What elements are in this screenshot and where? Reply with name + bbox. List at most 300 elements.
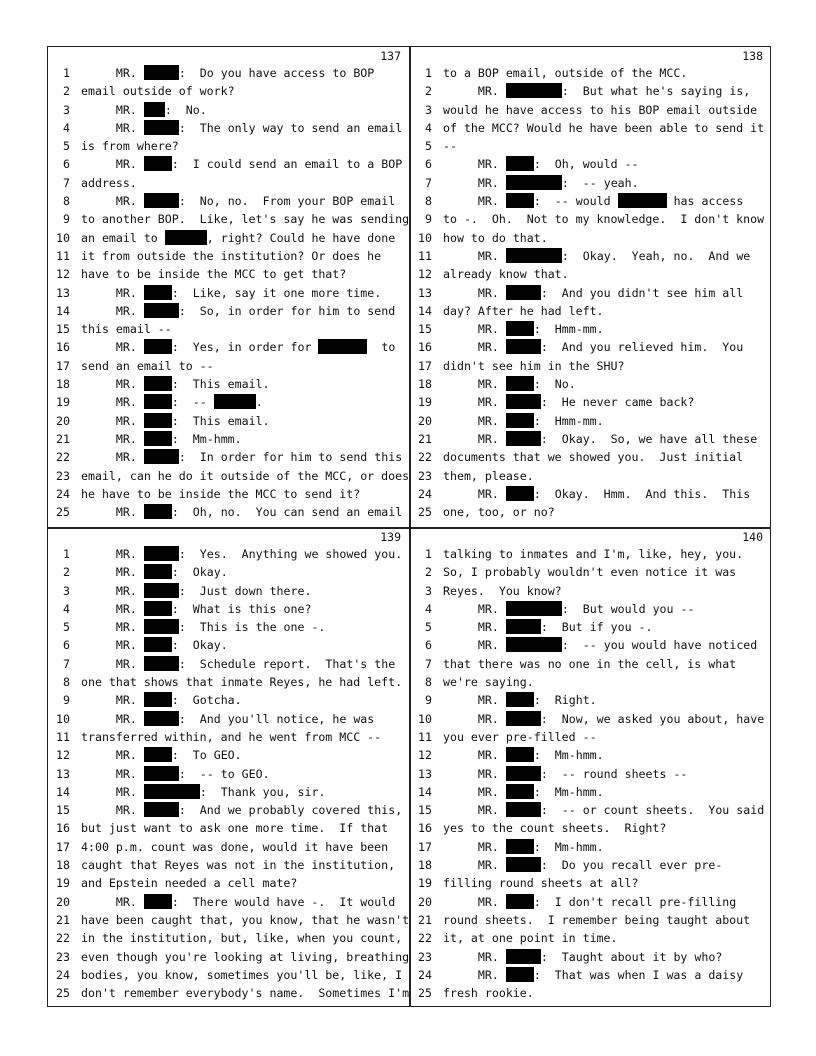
line-text-segment: MR.	[443, 395, 506, 410]
line-text-segment: round sheets. I remember being taught about	[443, 912, 751, 927]
redaction-box	[506, 156, 534, 171]
transcript-line	[410, 393, 771, 411]
transcript-line	[410, 302, 771, 320]
transcript-line	[410, 545, 771, 563]
line-text-segment: MR.	[81, 340, 144, 355]
line-text-segment: of the MCC? Would he have been able to send it	[443, 120, 765, 135]
line-text-segment: MR.	[81, 505, 144, 520]
line-text-segment: : There would have -. It would	[171, 894, 396, 909]
transcript-line	[48, 636, 409, 654]
line-text-segment: MR.	[81, 894, 144, 909]
line-text-segment: MR.	[81, 395, 144, 410]
redaction-box	[144, 394, 172, 409]
line-text-segment: MR.	[443, 766, 506, 781]
transcript-line	[48, 783, 409, 801]
transcript-line	[48, 984, 409, 1002]
line-text-segment: : Oh, no. You can send an email	[171, 505, 403, 520]
transcript-line	[410, 655, 771, 673]
line-text	[81, 302, 395, 320]
line-number: 6	[425, 638, 432, 653]
line-number: 15	[56, 322, 70, 337]
transcript-line	[410, 430, 771, 448]
line-text-segment: : And you relieved him. You	[540, 340, 744, 355]
line-text-segment: MR.	[443, 638, 506, 653]
transcript-line	[48, 265, 409, 283]
transcript-line	[48, 247, 409, 265]
line-number: 21	[418, 912, 432, 927]
line-text-segment: have been caught that, you know, that he wasn't	[81, 912, 409, 927]
line-number: 4	[425, 120, 432, 135]
transcript-line	[410, 137, 771, 155]
line-text-segment: talking to inmates and I'm, like, hey, you.	[443, 547, 744, 561]
line-number: 22	[56, 450, 70, 465]
line-number: 5	[63, 620, 70, 635]
transcript-line	[48, 801, 409, 819]
line-text-segment: one, too, or no?	[443, 505, 555, 520]
line-number: 7	[425, 656, 432, 671]
line-text	[81, 746, 242, 764]
transcript-page	[48, 47, 409, 527]
line-text	[443, 485, 750, 503]
line-number: 22	[56, 931, 70, 946]
line-text-segment: : Okay. So, we have all these	[540, 431, 758, 446]
transcript-line	[48, 192, 409, 210]
transcript-line	[410, 192, 771, 210]
line-text-segment: MR.	[443, 967, 506, 982]
transcript-line	[410, 710, 771, 728]
line-text	[81, 582, 311, 600]
line-text-segment: how to do that.	[443, 230, 548, 245]
line-text-segment: fresh rookie.	[443, 986, 534, 1001]
line-text	[81, 728, 381, 746]
line-text	[81, 357, 214, 375]
line-text	[81, 174, 137, 192]
line-text-segment: .	[255, 395, 263, 410]
line-text-segment: : Thank you, sir.	[199, 784, 326, 799]
line-text-segment: : Now, we asked you about, have	[540, 711, 765, 726]
line-text-segment: it from outside the institution? Or does he	[81, 248, 382, 263]
line-text-segment: : No.	[164, 102, 207, 117]
line-text-segment: MR.	[443, 949, 506, 964]
transcript-line	[410, 229, 771, 247]
line-text-segment: MR.	[443, 285, 506, 300]
line-text	[443, 467, 534, 485]
line-text-segment: MR.	[81, 620, 144, 635]
transcript-line	[48, 302, 409, 320]
line-text-segment: MR.	[81, 450, 144, 465]
transcript-page	[48, 528, 409, 1008]
line-text-segment: have to be inside the MCC to get that?	[81, 267, 347, 282]
line-text-segment: day? After he had left.	[443, 303, 604, 318]
redaction-box	[506, 339, 541, 354]
line-text-segment: don't remember everybody's name. Sometimes I'm	[81, 986, 409, 1001]
line-text-segment: : That was when I was a daisy	[533, 967, 744, 982]
line-number: 22	[418, 450, 432, 465]
line-number: 14	[56, 303, 70, 318]
transcript-page	[410, 47, 771, 527]
transcript-line	[410, 673, 771, 691]
line-text-segment: : Schedule report. That's the	[178, 656, 396, 671]
line-number: 10	[56, 711, 70, 726]
line-text	[81, 691, 242, 709]
transcript-line	[48, 856, 409, 874]
transcript-line	[48, 174, 409, 192]
line-number: 24	[418, 486, 432, 501]
line-text	[443, 874, 638, 892]
redaction-box	[144, 65, 179, 80]
transcript-line	[48, 582, 409, 600]
redaction-box	[144, 376, 172, 391]
line-text	[443, 819, 666, 837]
transcript-line	[48, 929, 409, 947]
line-number: 19	[418, 876, 432, 891]
line-text	[443, 801, 764, 819]
line-text-segment: MR.	[81, 565, 144, 580]
line-number: 17	[418, 839, 432, 854]
redaction-box	[214, 394, 256, 409]
line-text-segment: : This email.	[171, 377, 270, 392]
line-text	[443, 911, 750, 929]
line-text	[443, 357, 624, 375]
line-text-segment: : Mm-hmm.	[533, 748, 604, 763]
line-text-segment: MR.	[81, 377, 144, 392]
line-text	[443, 655, 736, 673]
line-text-segment: : But what he's saying is,	[561, 84, 751, 99]
line-number: 3	[63, 102, 70, 117]
line-text	[81, 393, 263, 411]
line-text-segment: MR.	[81, 157, 144, 172]
line-number: 8	[425, 194, 432, 209]
line-text-segment: them, please.	[443, 468, 534, 483]
redaction-box	[144, 894, 172, 909]
line-text	[81, 375, 270, 393]
line-text-segment: : Hmm-mm.	[533, 413, 604, 428]
transcript-line	[410, 247, 771, 265]
line-number: 20	[56, 413, 70, 428]
line-text	[443, 691, 597, 709]
transcript-line	[410, 582, 771, 600]
line-number: 25	[418, 986, 432, 1001]
transcript-line	[410, 467, 771, 485]
line-text-segment: to another BOP. Like, let's say he was sending	[81, 212, 409, 227]
line-text	[443, 673, 534, 691]
page-lines	[48, 64, 409, 521]
transcript-line	[410, 412, 771, 430]
line-text	[81, 101, 207, 119]
line-text	[443, 284, 743, 302]
transcript-line	[48, 819, 409, 837]
line-text-segment: , right? Could he have done	[206, 230, 396, 245]
page-lines	[48, 545, 409, 1002]
line-number: 12	[418, 267, 432, 282]
redaction-box	[144, 747, 172, 762]
line-text-segment: : Yes. Anything we showed you.	[178, 547, 403, 561]
line-text	[443, 783, 604, 801]
redaction-box	[144, 802, 179, 817]
line-number: 17	[56, 358, 70, 373]
page-lines	[410, 545, 771, 1002]
redaction-box	[506, 285, 541, 300]
redaction-box	[506, 83, 562, 98]
line-text-segment: one that shows that inmate Reyes, he had left.	[81, 675, 403, 690]
line-number: 8	[63, 675, 70, 690]
line-text	[81, 320, 172, 338]
line-number: 3	[425, 102, 432, 117]
page-lines	[410, 64, 771, 521]
line-text	[81, 485, 360, 503]
line-text-segment: : -- you would have noticed	[561, 638, 758, 653]
transcript-line	[48, 746, 409, 764]
transcript-line	[410, 338, 771, 356]
line-number: 25	[56, 505, 70, 520]
transcript-line	[48, 448, 409, 466]
line-number: 5	[425, 620, 432, 635]
line-text	[443, 728, 597, 746]
line-text-segment: to a BOP email, outside of the MCC.	[443, 66, 688, 80]
line-text-segment: : -- yeah.	[561, 175, 639, 190]
line-text	[81, 192, 395, 210]
line-text	[443, 448, 743, 466]
line-text	[443, 320, 604, 338]
line-text	[81, 929, 402, 947]
line-text-segment: : He never came back?	[540, 395, 695, 410]
line-text-segment: MR.	[443, 894, 506, 909]
line-text-segment: : Oh, would --	[533, 157, 639, 172]
redaction-box	[318, 339, 367, 354]
line-text-segment: MR.	[81, 656, 144, 671]
line-text	[443, 618, 653, 636]
line-number: 11	[418, 248, 432, 263]
line-number: 2	[63, 84, 70, 99]
redaction-box	[506, 193, 534, 208]
line-text-segment: MR.	[81, 413, 144, 428]
line-text-segment: to -. Oh. Not to my knowledge. I don't know	[443, 212, 765, 227]
redaction-box	[144, 637, 172, 652]
line-text	[81, 948, 409, 966]
transcript-line	[410, 966, 771, 984]
line-number: 23	[56, 468, 70, 483]
redaction-box	[144, 619, 179, 634]
line-text-segment: So, I probably wouldn't even notice it was	[443, 565, 737, 580]
redaction-box	[506, 619, 541, 634]
transcript-line	[410, 448, 771, 466]
line-text	[81, 119, 402, 137]
line-text-segment: MR.	[81, 784, 144, 799]
redaction-box	[506, 766, 541, 781]
line-text-segment: MR.	[81, 66, 144, 80]
line-text-segment: MR.	[443, 413, 506, 428]
line-text-segment: MR.	[81, 547, 144, 561]
line-text	[443, 563, 736, 581]
line-number: 1	[425, 66, 432, 80]
line-text-segment: MR.	[443, 248, 506, 263]
line-number: 10	[418, 230, 432, 245]
transcript-line	[410, 746, 771, 764]
line-number: 23	[418, 949, 432, 964]
line-text-segment: and Epstein needed a cell mate?	[81, 876, 298, 891]
line-text-segment: MR.	[443, 431, 506, 446]
line-text-segment: MR.	[81, 601, 144, 616]
line-number: 16	[56, 821, 70, 836]
line-number: 4	[425, 601, 432, 616]
transcript-line	[48, 838, 409, 856]
line-text	[81, 137, 179, 155]
transcript-line	[48, 618, 409, 636]
redaction-box	[618, 193, 667, 208]
line-text-segment: didn't see him in the SHU?	[443, 358, 625, 373]
line-number: 19	[418, 395, 432, 410]
redaction-box	[506, 321, 534, 336]
line-text-segment: : Okay. Yeah, no. And we	[561, 248, 751, 263]
line-text-segment: : -- round sheets --	[540, 766, 688, 781]
redaction-box	[144, 564, 172, 579]
line-text-segment: : In order for him to send this	[178, 450, 403, 465]
line-text	[81, 655, 395, 673]
line-text	[81, 801, 402, 819]
line-text-segment: MR.	[81, 583, 144, 598]
transcript-line	[48, 82, 409, 100]
transcript-line	[410, 691, 771, 709]
line-text-segment: MR.	[443, 175, 506, 190]
line-text-segment: : To GEO.	[171, 748, 242, 763]
transcript-line	[410, 984, 771, 1002]
line-number: 9	[63, 693, 70, 708]
line-text-segment: transferred within, and he went from MCC --	[81, 729, 382, 744]
transcript-line	[48, 155, 409, 173]
line-text-segment: : And we probably covered this,	[178, 803, 403, 818]
line-text	[443, 503, 555, 521]
line-text-segment: MR.	[81, 711, 144, 726]
line-text-segment: : I don't recall pre-filling	[533, 894, 737, 909]
line-number: 16	[418, 340, 432, 355]
line-number: 18	[418, 858, 432, 873]
transcript-line	[410, 636, 771, 654]
redaction-box	[506, 894, 534, 909]
line-text-segment: MR.	[443, 340, 506, 355]
line-number: 11	[56, 248, 70, 263]
line-text-segment: MR.	[443, 693, 506, 708]
transcript-line	[48, 485, 409, 503]
line-number: 22	[418, 931, 432, 946]
line-text	[443, 265, 569, 283]
line-number: 18	[56, 858, 70, 873]
line-text-segment: email outside of work?	[81, 84, 235, 99]
line-number: 18	[56, 377, 70, 392]
transcript-line	[410, 801, 771, 819]
line-text	[443, 229, 548, 247]
redaction-box	[506, 601, 562, 616]
line-text-segment: yes to the count sheets. Right?	[443, 821, 667, 836]
transcript-line	[48, 430, 409, 448]
line-number: 18	[418, 377, 432, 392]
line-text	[443, 545, 743, 563]
line-text-segment: : -- would	[533, 194, 618, 209]
redaction-box	[506, 784, 534, 799]
redaction-box	[506, 248, 562, 263]
line-number: 13	[56, 766, 70, 781]
line-text-segment: but just want to ask one more time. If that	[81, 821, 389, 836]
line-text	[81, 600, 311, 618]
line-text	[443, 137, 457, 155]
transcript-line	[410, 119, 771, 137]
line-text-segment: we're saying.	[443, 675, 534, 690]
redaction-box	[506, 394, 541, 409]
line-text-segment: even though you're looking at living, breathing	[81, 949, 409, 964]
line-text-segment: MR.	[443, 784, 506, 799]
line-text-segment: MR.	[443, 194, 506, 209]
transcript-line	[48, 710, 409, 728]
redaction-box	[144, 193, 179, 208]
line-text-segment: MR.	[443, 377, 506, 392]
redaction-box	[506, 431, 541, 446]
line-number: 12	[56, 748, 70, 763]
line-number: 13	[56, 285, 70, 300]
line-text	[81, 765, 270, 783]
line-number: 16	[56, 340, 70, 355]
line-text-segment: caught that Reyes was not in the institution,	[81, 858, 396, 873]
line-text	[443, 856, 722, 874]
line-text-segment: send an email to --	[81, 358, 214, 373]
transcript-line	[410, 82, 771, 100]
line-number: 5	[63, 139, 70, 154]
line-text-segment: --	[443, 139, 457, 154]
line-text-segment: : No.	[533, 377, 576, 392]
line-text	[81, 563, 228, 581]
redaction-box	[144, 656, 179, 671]
redaction-box	[144, 692, 172, 707]
transcript-line	[410, 728, 771, 746]
line-text	[443, 64, 687, 82]
transcript-line	[48, 412, 409, 430]
line-text-segment: documents that we showed you. Just initial	[443, 450, 744, 465]
line-text-segment: MR.	[443, 711, 506, 726]
line-text	[81, 545, 402, 563]
line-number: 14	[418, 784, 432, 799]
redaction-box	[144, 431, 172, 446]
transcript-line	[48, 210, 409, 228]
transcript-line	[410, 948, 771, 966]
line-text-segment: : Hmm-mm.	[533, 322, 604, 337]
line-text	[443, 430, 757, 448]
line-text-segment: : --	[171, 395, 214, 410]
line-text	[81, 210, 409, 228]
page-number: 140	[742, 530, 763, 544]
line-text-segment: that there was no one in the cell, is what	[443, 656, 737, 671]
line-text-segment: : Okay.	[171, 565, 228, 580]
line-text	[81, 710, 374, 728]
line-number: 20	[418, 413, 432, 428]
transcript-line	[48, 874, 409, 892]
redaction-box	[144, 784, 200, 799]
transcript-line	[410, 174, 771, 192]
line-text-segment: MR.	[81, 194, 144, 209]
line-text-segment: MR.	[81, 120, 144, 135]
line-number: 1	[63, 547, 70, 561]
line-number: 2	[63, 565, 70, 580]
transcript-line	[48, 600, 409, 618]
line-text-segment: : Mm-hmm.	[533, 839, 604, 854]
line-text	[81, 984, 409, 1002]
line-text-segment: is from where?	[81, 139, 179, 154]
line-text	[81, 618, 325, 636]
redaction-box	[506, 413, 534, 428]
line-text-segment: MR.	[81, 638, 144, 653]
line-text-segment: : Like, say it one more time.	[171, 285, 382, 300]
line-text-segment: : Right.	[533, 693, 597, 708]
line-text-segment: already know that.	[443, 267, 569, 282]
transcript-line	[48, 229, 409, 247]
line-number: 2	[425, 565, 432, 580]
